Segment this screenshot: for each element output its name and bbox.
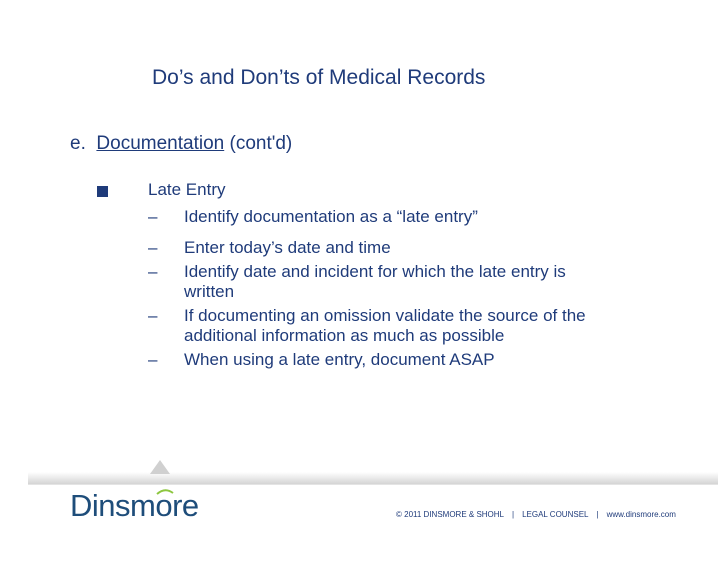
footer-website-link[interactable]: www.dinsmore.com (606, 510, 676, 519)
footer-copyright: © 2011 DINSMORE & SHOHL (396, 510, 504, 519)
footer-legal: LEGAL COUNSEL (522, 510, 589, 519)
section-suffix: (cont'd) (229, 133, 293, 154)
sub-item-line: additional information as much as possible (184, 326, 505, 345)
sub-item-text (184, 350, 634, 370)
logo-swoosh-icon (156, 489, 174, 495)
dash-icon: – (148, 350, 158, 369)
sub-item-line: written (184, 282, 235, 301)
sub-item-line: Identify date and incident for which the late entry is (184, 262, 566, 281)
section-heading (70, 133, 292, 155)
dash-icon: – (148, 207, 158, 226)
sub-item-line: If documenting an omission validate the source of the (184, 306, 586, 325)
sub-item-text (184, 262, 634, 302)
bullet-late-entry: Late Entry (148, 180, 226, 199)
footer-separator: | (512, 510, 515, 519)
sub-item-text (184, 207, 634, 227)
sub-item-line: Identify documentation as a “late entry” (184, 207, 478, 226)
logo-text-b: ore (155, 488, 199, 523)
logo-text-a: Dinsm (70, 488, 156, 523)
sub-item-text (184, 306, 634, 346)
slide-title: Do’s and Don’ts of Medical Records (152, 66, 486, 89)
dash-icon: – (148, 262, 158, 281)
sub-item-line: Enter today’s date and time (184, 238, 391, 257)
footer-text (396, 510, 676, 519)
footer-notch-icon (150, 460, 170, 474)
footer-separator: | (596, 510, 599, 519)
dinsmore-logo (70, 488, 199, 524)
dash-icon: – (148, 306, 158, 325)
footer-shadow (28, 472, 718, 484)
dash-icon: – (148, 238, 158, 257)
section-underlined: Documentation (96, 133, 225, 154)
sub-item-text (184, 238, 634, 258)
section-prefix: e. (70, 133, 86, 154)
square-bullet-icon (97, 186, 108, 197)
sub-item-line: When using a late entry, document ASAP (184, 350, 495, 369)
